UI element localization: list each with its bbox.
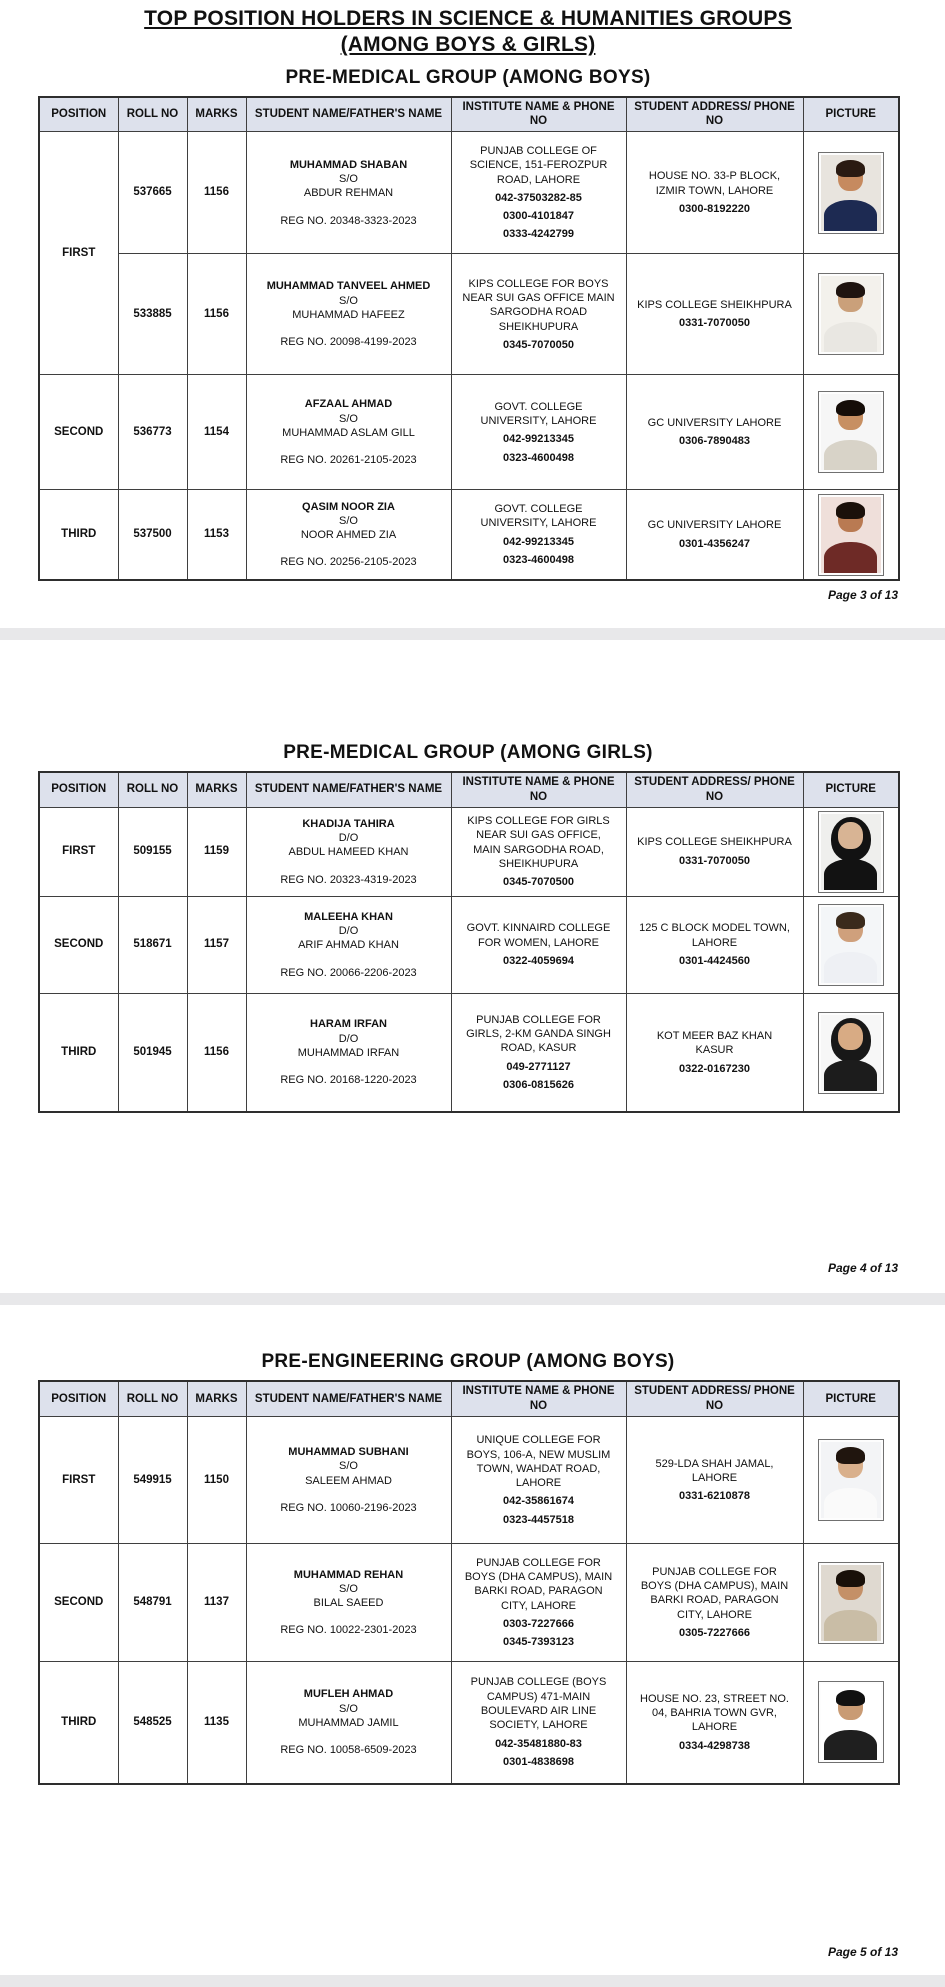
- institute-phone: 042-35861674: [503, 1495, 574, 1508]
- page-4-section: [38, 742, 898, 1275]
- torso-shape: [824, 200, 877, 230]
- father-name: BILAL SAEED: [313, 1597, 384, 1610]
- institute-cell: [451, 1662, 626, 1784]
- student-address: HOUSE NO. 23, STREET NO. 04, BAHRIA TOWN GVR, LAHORE: [640, 1692, 789, 1734]
- picture-cell: [803, 1417, 899, 1544]
- registration-no: REG NO. 20098-4199-2023: [280, 336, 417, 349]
- hair-shape: [836, 502, 865, 519]
- student-name-cell: [246, 1662, 451, 1784]
- father-name: SALEEM AHMAD: [305, 1474, 392, 1487]
- face-shape: [838, 1023, 863, 1050]
- marks: 1156: [187, 993, 246, 1112]
- father-name: ABDUL HAMEED KHAN: [288, 846, 409, 859]
- institute-cell: [451, 254, 626, 375]
- institute-phone: 0303-7227666: [503, 1617, 574, 1630]
- column-header: INSTITUTE NAME & PHONE NO: [451, 772, 626, 807]
- picture-cell: [803, 254, 899, 375]
- premedical-girls-table: [38, 771, 900, 1113]
- marks: 1157: [187, 896, 246, 993]
- student-name: QASIM NOOR ZIA: [302, 500, 395, 513]
- marks: 1159: [187, 807, 246, 896]
- picture-cell: [803, 375, 899, 490]
- column-header: MARKS: [187, 1381, 246, 1416]
- hair-shape: [836, 160, 865, 177]
- marks: 1156: [187, 132, 246, 254]
- photo-image: [821, 497, 881, 573]
- position-label: THIRD: [39, 490, 118, 580]
- institute-name: GOVT. COLLEGE UNIVERSITY, LAHORE: [480, 503, 597, 530]
- institute-phone: 0345-7393123: [503, 1636, 574, 1649]
- student-address: KIPS COLLEGE SHEIKHPURA: [637, 836, 792, 849]
- roll-no: 549915: [118, 1417, 187, 1544]
- table-row: [39, 132, 899, 254]
- institute-phone: 049-2771127: [506, 1060, 571, 1073]
- position-label: THIRD: [39, 993, 118, 1112]
- institute-phone: 042-37503282-85: [495, 191, 582, 204]
- page-3-section: [38, 67, 898, 602]
- photo-image: [821, 394, 881, 470]
- marks: 1150: [187, 1417, 246, 1544]
- hair-shape: [836, 400, 865, 417]
- father-name: MUHAMMAD JAMIL: [298, 1716, 399, 1729]
- torso-shape: [824, 322, 877, 352]
- column-header: POSITION: [39, 97, 118, 132]
- hair-shape: [836, 1447, 865, 1464]
- roll-no: 548791: [118, 1544, 187, 1662]
- institute-phone: 042-99213345: [503, 433, 574, 446]
- marks: 1156: [187, 254, 246, 375]
- father-name: ABDUR REHMAN: [303, 187, 394, 200]
- father-name: ARIF AHMAD KHAN: [298, 939, 399, 952]
- institute-phone: 042-35481880-83: [495, 1737, 582, 1750]
- hair-shape: [836, 912, 865, 929]
- address-cell: [626, 1417, 803, 1544]
- premedical-boys-table: [38, 96, 900, 581]
- student-name: HARAM IRFAN: [310, 1018, 387, 1031]
- page-number: Page 5 of 13: [827, 1944, 898, 1959]
- institute-phone: 042-99213345: [503, 535, 574, 548]
- photo-image: [821, 1015, 881, 1091]
- column-header: POSITION: [39, 1381, 118, 1416]
- institute-cell: [451, 1544, 626, 1662]
- roll-no: 536773: [118, 375, 187, 490]
- institute-phone: 0345-7070050: [503, 338, 574, 351]
- address-cell: [626, 490, 803, 580]
- student-name: MUHAMMAD REHAN: [293, 1568, 404, 1581]
- registration-no: REG NO. 20066-2206-2023: [280, 966, 417, 979]
- picture-cell: [803, 993, 899, 1112]
- institute-name: UNIQUE COLLEGE FOR BOYS, 106-A, NEW MUSLIM TOWN, WAHDAT ROAD, LAHORE: [466, 1434, 611, 1490]
- picture-cell: [803, 1662, 899, 1784]
- marks: 1153: [187, 490, 246, 580]
- column-header: ROLL NO: [118, 1381, 187, 1416]
- institute-cell: [451, 807, 626, 896]
- torso-shape: [824, 440, 877, 470]
- institute-phone: 0300-4101847: [503, 210, 574, 223]
- student-address: PUNJAB COLLEGE FOR BOYS (DHA CAMPUS), MAIN BARKI ROAD, PARAGON CITY, LAHORE: [640, 1565, 789, 1621]
- position-label: FIRST: [39, 807, 118, 896]
- column-header: PICTURE: [803, 97, 899, 132]
- table-row: [39, 490, 899, 580]
- institute-cell: [451, 375, 626, 490]
- address-phone: 0301-4424560: [679, 954, 750, 967]
- institute-phone: 0323-4600498: [503, 451, 574, 464]
- student-name-cell: [246, 254, 451, 375]
- torso-shape: [824, 1060, 877, 1090]
- institute-name: PUNJAB COLLEGE (BOYS CAMPUS) 471-MAIN BOULEVARD AIR LINE SOCIETY, LAHORE: [470, 1676, 607, 1732]
- page-separator: [0, 1975, 945, 1987]
- institute-phone: 0333-4242799: [503, 228, 574, 241]
- institute-name: KIPS COLLEGE FOR GIRLS NEAR SUI GAS OFFICE, MAIN SARGODHA ROAD, SHEIKHUPURA: [467, 815, 610, 870]
- torso-shape: [824, 952, 877, 982]
- position-label: FIRST: [39, 132, 118, 375]
- institute-cell: [451, 1417, 626, 1544]
- document-title-line2: (AMONG BOYS & GIRLS): [340, 33, 596, 57]
- student-address: KOT MEER BAZ KHAN KASUR: [656, 1030, 773, 1057]
- table-row: [39, 1662, 899, 1784]
- table-row: [39, 993, 899, 1112]
- student-name: MUHAMMAD TANVEEL AHMED: [266, 280, 431, 293]
- column-header: PICTURE: [803, 772, 899, 807]
- address-phone: 0322-0167230: [679, 1062, 750, 1075]
- address-phone: 0305-7227666: [679, 1627, 750, 1640]
- student-address: 529-LDA SHAH JAMAL, LAHORE: [655, 1457, 774, 1484]
- table-row: [39, 896, 899, 993]
- student-name: MUFLEH AHMAD: [303, 1688, 394, 1701]
- institute-phone: 0323-4457518: [503, 1513, 574, 1526]
- roll-no: 537665: [118, 132, 187, 254]
- relation-label: S/O: [339, 1460, 358, 1473]
- torso-shape: [824, 542, 877, 572]
- marks: 1154: [187, 375, 246, 490]
- registration-no: REG NO. 20348-3323-2023: [280, 214, 417, 227]
- page-separator: [0, 628, 945, 640]
- student-photo: [818, 904, 884, 986]
- student-photo: [818, 1562, 884, 1644]
- student-name: AFZAAL AHMAD: [304, 398, 393, 411]
- position-label: SECOND: [39, 375, 118, 490]
- institute-name: KIPS COLLEGE FOR BOYS NEAR SUI GAS OFFICE MAIN SARGODHA ROAD SHEIKHUPURA: [462, 277, 615, 333]
- marks: 1137: [187, 1544, 246, 1662]
- torso-shape: [824, 1488, 877, 1518]
- institute-name: PUNJAB COLLEGE FOR BOYS (DHA CAMPUS), MAIN BARKI ROAD, PARAGON CITY, LAHORE: [464, 1556, 613, 1612]
- relation-label: S/O: [339, 412, 358, 425]
- roll-no: 548525: [118, 1662, 187, 1784]
- registration-no: REG NO. 20323-4319-2023: [280, 873, 417, 886]
- student-photo: [818, 152, 884, 234]
- picture-cell: [803, 896, 899, 993]
- address-phone: 0334-4298738: [679, 1739, 750, 1752]
- photo-image: [821, 907, 881, 983]
- relation-label: S/O: [339, 294, 358, 307]
- institute-phone: 0345-7070500: [503, 876, 574, 889]
- institute-cell: [451, 896, 626, 993]
- student-name-cell: [246, 807, 451, 896]
- hair-shape: [836, 1570, 865, 1587]
- torso-shape: [824, 1730, 877, 1760]
- roll-no: 501945: [118, 993, 187, 1112]
- group-title-premedical-girls: PRE-MEDICAL GROUP (AMONG GIRLS): [283, 741, 653, 763]
- column-header: PICTURE: [803, 1381, 899, 1416]
- column-header: STUDENT NAME/FATHER'S NAME: [246, 772, 451, 807]
- student-photo: [818, 1012, 884, 1094]
- column-header: INSTITUTE NAME & PHONE NO: [451, 1381, 626, 1416]
- column-header: STUDENT ADDRESS/ PHONE NO: [626, 772, 803, 807]
- table-row: [39, 807, 899, 896]
- student-photo: [818, 273, 884, 355]
- student-name: MALEEHA KHAN: [304, 910, 393, 923]
- student-name-cell: [246, 375, 451, 490]
- student-name-cell: [246, 1544, 451, 1662]
- picture-cell: [803, 1544, 899, 1662]
- photo-image: [821, 1565, 881, 1641]
- roll-no: 518671: [118, 896, 187, 993]
- column-header: MARKS: [187, 772, 246, 807]
- registration-no: REG NO. 20168-1220-2023: [280, 1074, 417, 1087]
- preengineering-boys-table: [38, 1380, 900, 1784]
- table-row: [39, 1417, 899, 1544]
- student-photo: [818, 494, 884, 576]
- position-label: FIRST: [39, 1417, 118, 1544]
- picture-cell: [803, 490, 899, 580]
- student-address: HOUSE NO. 33-P BLOCK, IZMIR TOWN, LAHORE: [648, 170, 781, 197]
- student-name-cell: [246, 993, 451, 1112]
- student-name: MUHAMMAD SUBHANI: [288, 1446, 409, 1459]
- institute-name: PUNJAB COLLEGE FOR GIRLS, 2-KM GANDA SINGH ROAD, KASUR: [466, 1013, 611, 1055]
- column-header: ROLL NO: [118, 97, 187, 132]
- column-header: INSTITUTE NAME & PHONE NO: [451, 97, 626, 132]
- photo-image: [821, 276, 881, 352]
- address-cell: [626, 1662, 803, 1784]
- address-phone: 0331-7070050: [679, 854, 750, 867]
- student-name-cell: [246, 896, 451, 993]
- institute-phone: 0322-4059694: [503, 954, 574, 967]
- roll-no: 509155: [118, 807, 187, 896]
- relation-label: S/O: [339, 514, 358, 527]
- institute-phone: 0323-4600498: [503, 553, 574, 566]
- registration-no: REG NO. 10058-6509-2023: [280, 1744, 417, 1757]
- relation-label: D/O: [338, 831, 359, 844]
- column-header: STUDENT NAME/FATHER'S NAME: [246, 1381, 451, 1416]
- document-title-line1: TOP POSITION HOLDERS IN SCIENCE & HUMANITIES GROUPS: [144, 7, 792, 30]
- photo-image: [821, 1684, 881, 1760]
- table-header-row: [39, 772, 899, 807]
- institute-cell: [451, 132, 626, 254]
- student-name-cell: [246, 1417, 451, 1544]
- address-phone: 0306-7890483: [679, 435, 750, 448]
- student-photo: [818, 1439, 884, 1521]
- photo-image: [821, 1442, 881, 1518]
- photo-image: [821, 155, 881, 231]
- table-row: [39, 254, 899, 375]
- table-row: [39, 375, 899, 490]
- relation-label: D/O: [338, 1032, 359, 1045]
- address-cell: [626, 896, 803, 993]
- student-address: KIPS COLLEGE SHEIKHPURA: [637, 299, 792, 312]
- torso-shape: [824, 1610, 877, 1640]
- column-header: STUDENT NAME/FATHER'S NAME: [246, 97, 451, 132]
- hair-shape: [836, 1690, 865, 1707]
- institute-phone: 0301-4838698: [503, 1755, 574, 1768]
- page-number: Page 4 of 13: [827, 1261, 898, 1276]
- face-shape: [838, 822, 863, 849]
- picture-cell: [803, 807, 899, 896]
- relation-label: S/O: [339, 1702, 358, 1715]
- student-address: GC UNIVERSITY LAHORE: [647, 519, 782, 532]
- torso-shape: [824, 859, 877, 889]
- student-photo: [818, 1681, 884, 1763]
- institute-cell: [451, 490, 626, 580]
- father-name: NOOR AHMED ZIA: [300, 529, 397, 542]
- table-row: [39, 1544, 899, 1662]
- institute-name: GOVT. COLLEGE UNIVERSITY, LAHORE: [480, 400, 597, 428]
- student-photo: [818, 391, 884, 473]
- relation-label: S/O: [339, 1582, 358, 1595]
- father-name: MUHAMMAD IRFAN: [297, 1047, 400, 1059]
- student-name-cell: [246, 490, 451, 580]
- column-header: STUDENT ADDRESS/ PHONE NO: [626, 97, 803, 132]
- address-cell: [626, 132, 803, 254]
- page-number: Page 3 of 13: [827, 587, 898, 602]
- picture-cell: [803, 132, 899, 254]
- position-label: THIRD: [39, 1662, 118, 1784]
- group-title-premedical-boys: PRE-MEDICAL GROUP (AMONG BOYS): [285, 66, 651, 88]
- page-separator: [0, 1293, 945, 1305]
- father-name: MUHAMMAD HAFEEZ: [292, 308, 405, 321]
- position-label: SECOND: [39, 896, 118, 993]
- registration-no: REG NO. 20261-2105-2023: [280, 454, 417, 467]
- address-cell: [626, 254, 803, 375]
- photo-image: [821, 814, 881, 890]
- student-address: 125 C BLOCK MODEL TOWN, LAHORE: [639, 922, 790, 949]
- marks: 1135: [187, 1662, 246, 1784]
- position-label: SECOND: [39, 1544, 118, 1662]
- hair-shape: [836, 282, 865, 299]
- column-header: STUDENT ADDRESS/ PHONE NO: [626, 1381, 803, 1416]
- address-phone: 0331-7070050: [679, 317, 750, 330]
- father-name: MUHAMMAD ASLAM GILL: [282, 426, 415, 439]
- registration-no: REG NO. 20256-2105-2023: [280, 556, 417, 569]
- table-header-row: [39, 1381, 899, 1416]
- document-title: [38, 0, 898, 59]
- column-header: POSITION: [39, 772, 118, 807]
- student-address: GC UNIVERSITY LAHORE: [647, 417, 782, 430]
- institute-name: PUNJAB COLLEGE OF SCIENCE, 151-FEROZPUR ROAD, LAHORE: [469, 144, 608, 186]
- roll-no: 537500: [118, 490, 187, 580]
- relation-label: D/O: [338, 924, 359, 937]
- registration-no: REG NO. 10060-2196-2023: [280, 1501, 417, 1514]
- student-photo: [818, 811, 884, 893]
- address-phone: 0300-8192220: [679, 203, 750, 216]
- address-phone: 0301-4356247: [679, 537, 750, 550]
- institute-name: GOVT. KINNAIRD COLLEGE FOR WOMEN, LAHORE: [466, 922, 611, 949]
- address-cell: [626, 1544, 803, 1662]
- student-name-cell: [246, 132, 451, 254]
- table-header-row: [39, 97, 899, 132]
- student-name: MUHAMMAD SHABAN: [289, 158, 408, 171]
- column-header: MARKS: [187, 97, 246, 132]
- institute-cell: [451, 993, 626, 1112]
- address-cell: [626, 375, 803, 490]
- relation-label: S/O: [339, 173, 358, 186]
- registration-no: REG NO. 10022-2301-2023: [280, 1624, 417, 1637]
- institute-phone: 0306-0815626: [503, 1078, 574, 1091]
- column-header: ROLL NO: [118, 772, 187, 807]
- group-title-preengineering-boys: PRE-ENGINEERING GROUP (AMONG BOYS): [261, 1351, 675, 1373]
- student-name: KHADIJA TAHIRA: [302, 817, 395, 830]
- address-cell: [626, 807, 803, 896]
- address-phone: 0331-6210878: [679, 1490, 750, 1503]
- page-5-section: [38, 1351, 898, 1958]
- address-cell: [626, 993, 803, 1112]
- roll-no: 533885: [118, 254, 187, 375]
